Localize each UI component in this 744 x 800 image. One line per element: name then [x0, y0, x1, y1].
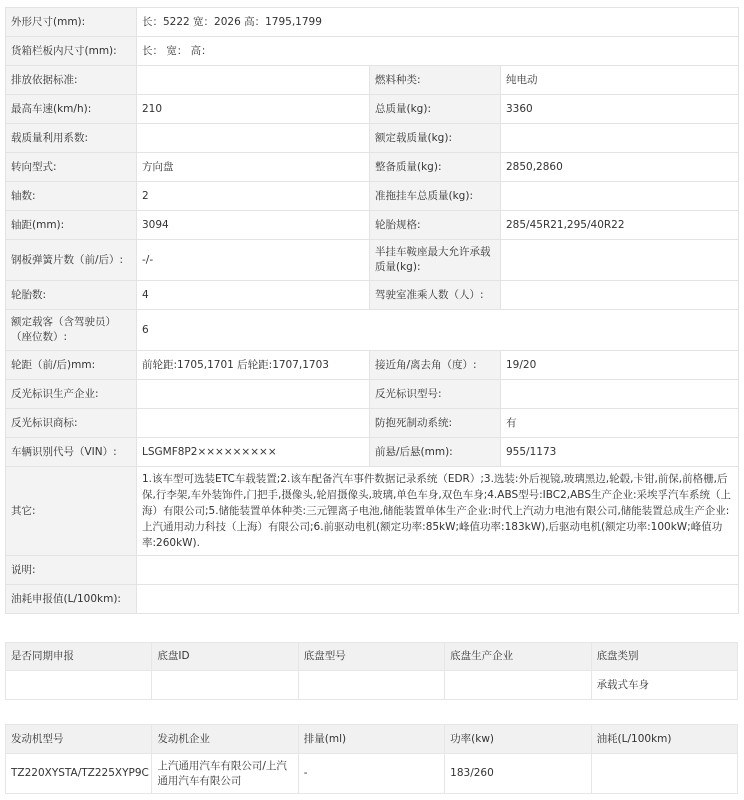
chassis-table — [5, 642, 738, 700]
engine-header-cell: 油耗(L/100km) — [591, 725, 737, 754]
abs-label: 防抱死制动系统: — [370, 409, 501, 438]
overhang-value: 955/1173 — [501, 438, 739, 467]
chassis-header-cell: 底盘型号 — [298, 643, 444, 671]
reflector-brand-value — [137, 409, 370, 438]
chassis-cell — [445, 671, 591, 700]
track-value: 前轮距:1705,1701 后轮距:1707,1703 — [137, 351, 370, 380]
vin-value: LSGMF8P2××××××××× — [137, 438, 370, 467]
tire-count-value: 4 — [137, 281, 370, 310]
reflector-model-value — [501, 380, 739, 409]
other-label: 其它: — [6, 467, 137, 556]
max-speed-label: 最高车速(km/h): — [6, 95, 137, 124]
max-speed-value: 210 — [137, 95, 370, 124]
leaf-springs-label: 钢板弹簧片数（前/后）: — [6, 240, 137, 281]
vehicle-spec-table — [5, 7, 739, 614]
dimensions-label: 外形尺寸(mm): — [6, 8, 137, 37]
rated-load-value — [501, 124, 739, 153]
overhang-label: 前悬/后悬(mm): — [370, 438, 501, 467]
spec-row — [6, 153, 739, 182]
vin-label: 车辆识别代号（VIN）: — [6, 438, 137, 467]
chassis-header-cell: 底盘生产企业 — [445, 643, 591, 671]
emission-standard-value — [137, 66, 370, 95]
engine-cell — [591, 754, 737, 794]
spec-row — [6, 240, 739, 281]
abs-value: 有 — [501, 409, 739, 438]
load-utilization-value — [137, 124, 370, 153]
tire-count-label: 轮胎数: — [6, 281, 137, 310]
spec-row-notes — [6, 556, 739, 585]
engine-header-cell: 功率(kw) — [445, 725, 591, 754]
spec-row — [6, 409, 739, 438]
fuel-type-value: 纯电动 — [501, 66, 739, 95]
axles-label: 轴数: — [6, 182, 137, 211]
axles-value: 2 — [137, 182, 370, 211]
chassis-data-row — [6, 671, 738, 700]
spec-row — [6, 351, 739, 380]
reflector-maker-value — [137, 380, 370, 409]
spec-row — [6, 438, 739, 467]
engine-cell: TZ220XYSTA/TZ225XYP9C — [6, 754, 152, 794]
cargo-dims-value: 长： 宽： 高： — [137, 37, 739, 66]
curb-mass-value: 2850,2860 — [501, 153, 739, 182]
chassis-header-cell: 底盘类别 — [591, 643, 737, 671]
chassis-cell: 承载式车身 — [591, 671, 737, 700]
spec-row — [6, 281, 739, 310]
engine-header-cell: 排量(ml) — [298, 725, 444, 754]
spec-row — [6, 66, 739, 95]
saddle-load-label: 半挂车鞍座最大允许承载质量(kg): — [370, 240, 501, 281]
notes-value — [137, 556, 739, 585]
spec-row-dimensions — [6, 8, 739, 37]
leaf-springs-value: -/- — [137, 240, 370, 281]
engine-header-cell: 发动机型号 — [6, 725, 152, 754]
spec-row — [6, 95, 739, 124]
reflector-brand-label: 反光标识商标: — [6, 409, 137, 438]
dimensions-value: 长：5222 宽：2026 高：1795,1799 — [137, 8, 739, 37]
emission-standard-label: 排放依据标准: — [6, 66, 137, 95]
approach-angle-value: 19/20 — [501, 351, 739, 380]
track-label: 轮距（前/后)mm: — [6, 351, 137, 380]
spec-row-fuel-consumption — [6, 585, 739, 614]
saddle-load-value — [501, 240, 739, 281]
approach-angle-label: 接近角/离去角（度）: — [370, 351, 501, 380]
trailer-mass-value — [501, 182, 739, 211]
tire-spec-value: 285/45R21,295/40R22 — [501, 211, 739, 240]
load-utilization-label: 载质量利用系数: — [6, 124, 137, 153]
spec-row-cargo-dims — [6, 37, 739, 66]
engine-cell: 183/260 — [445, 754, 591, 794]
total-mass-label: 总质量(kg): — [370, 95, 501, 124]
spec-row — [6, 380, 739, 409]
spec-row — [6, 211, 739, 240]
other-value: 1.该车型可选装ETC车载装置;2.该车配备汽车事件数据记录系统（EDR）;3.选装:外后视镜,玻璃黑边,轮毂,卡钳,前保,前格栅,后保,行李架,车外装饰件,门把手,摄像头,轮眉摄像头,玻璃,单色车身,双色车身;4.ABS型号:IBC2,ABS生产企业:采埃孚汽车系统（上海）有限公司;5.储能装置单体种类:三元锂离子电池,储能装置单体生产企业:时代上汽动力电池有限公司,储能装置总成生产企业:上汽通用动力科技（上海）有限公司;6.前驱动电机(额定功率:85kW;峰值功率:183kW),后驱动电机(额定功率:100kW;峰值功率:260kW). — [137, 467, 739, 556]
fuel-consumption-value — [137, 585, 739, 614]
fuel-type-label: 燃料种类: — [370, 66, 501, 95]
steering-value: 方向盘 — [137, 153, 370, 182]
engine-header-row — [6, 725, 738, 754]
fuel-consumption-label: 油耗申报值(L/100km): — [6, 585, 137, 614]
reflector-maker-label: 反光标识生产企业: — [6, 380, 137, 409]
chassis-cell — [152, 671, 298, 700]
chassis-cell — [6, 671, 152, 700]
cab-passengers-label: 驾驶室准乘人数（人）: — [370, 281, 501, 310]
engine-table — [5, 724, 738, 794]
notes-label: 说明: — [6, 556, 137, 585]
engine-header-cell: 发动机企业 — [152, 725, 298, 754]
spec-row-rated-passengers — [6, 310, 739, 351]
chassis-header-cell: 是否同期申报 — [6, 643, 152, 671]
engine-cell: 上汽通用汽车有限公司/上汽通用汽车有限公司 — [152, 754, 298, 794]
chassis-header-row — [6, 643, 738, 671]
spec-row — [6, 124, 739, 153]
wheelbase-value: 3094 — [137, 211, 370, 240]
rated-load-label: 额定载质量(kg): — [370, 124, 501, 153]
cab-passengers-value — [501, 281, 739, 310]
steering-label: 转向型式: — [6, 153, 137, 182]
rated-passengers-label: 额定载客（含驾驶员）（座位数）: — [6, 310, 137, 351]
total-mass-value: 3360 — [501, 95, 739, 124]
chassis-header-cell: 底盘ID — [152, 643, 298, 671]
curb-mass-label: 整备质量(kg): — [370, 153, 501, 182]
cargo-dims-label: 货箱栏板内尺寸(mm): — [6, 37, 137, 66]
rated-passengers-value: 6 — [137, 310, 739, 351]
wheelbase-label: 轴距(mm): — [6, 211, 137, 240]
spec-row — [6, 182, 739, 211]
spec-row-other — [6, 467, 739, 556]
engine-cell: - — [298, 754, 444, 794]
engine-data-row — [6, 754, 738, 794]
reflector-model-label: 反光标识型号: — [370, 380, 501, 409]
tire-spec-label: 轮胎规格: — [370, 211, 501, 240]
trailer-mass-label: 准拖挂车总质量(kg): — [370, 182, 501, 211]
chassis-cell — [298, 671, 444, 700]
